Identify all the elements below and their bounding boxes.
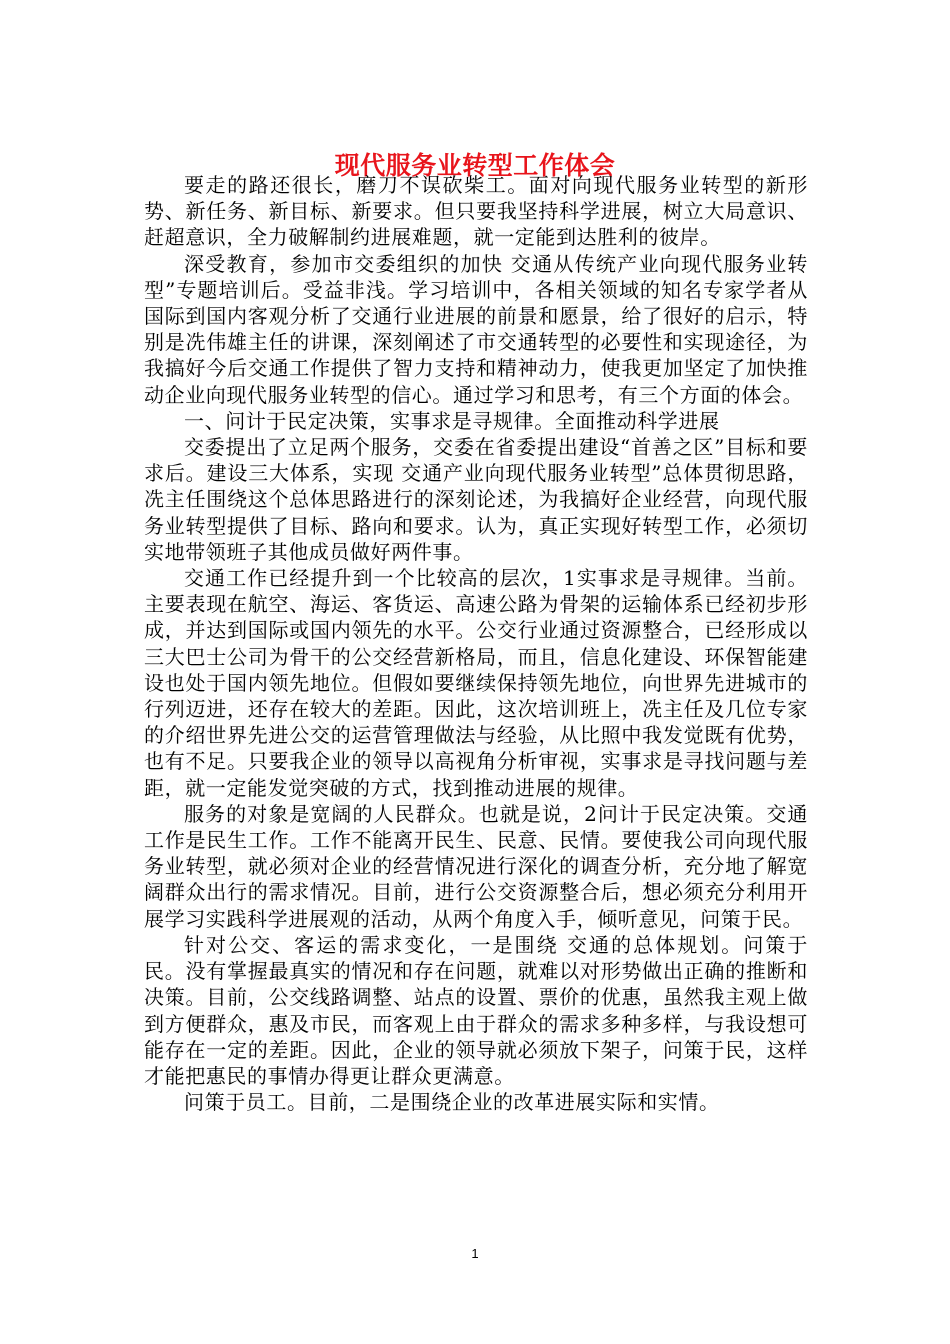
document-body: [144, 172, 808, 1115]
paragraph-2: 深受教育，参加市交委组织的加快 交通从传统产业向现代服务业转型”专题培训后。受益非浅。学习培训中，各相关领域的知名专家学者从国际到国内客观分析了交通行业进展的前景和愿景，给了很好的启示，特别是冼伟雄主任的讲课，深刻阐述了市交通转型的必要性和实现途径，为我搞好今后交通工作提供了智力支持和精神动力，使我更加坚定了加快推动企业向现代服务业转型的信心。通过学习和思考，有三个方面的体会。: [144, 251, 808, 407]
paragraph-4: 交通工作已经提升到一个比较高的层次，1实事求是寻规律。当前。主要表现在航空、海运、客货运、高速公路为骨架的运输体系已经初步形成，并达到国际或国内领先的水平。公交行业通过资源整合，已经形成以三大巴士公司为骨干的公交经营新格局，而且，信息化建设、环保智能建设也处于国内领先地位。但假如要继续保持领先地位，向世界先进城市的行列迈进，还存在较大的差距。因此，这次培训班上，冼主任及几位专家的介绍世界先进公交的运营管理做法与经验，从比照中我发觉既有优势，也有不足。只要我企业的领导以高视角分析审视，实事求是寻找问题与差距，就一定能发觉突破的方式，找到推动进展的规律。: [144, 566, 808, 800]
paragraph-7: 问策于员工。目前，二是围绕企业的改革进展实际和实情。: [184, 1090, 720, 1115]
paragraph-6: 针对公交、客运的需求变化，一是围绕 交通的总体规划。问策于民。没有掌握最真实的情况和存在问题，就难以对形势做出正确的推断和决策。目前，公交线路调整、站点的设置、票价的优惠，虽然我主观上做到方便群众，惠及市民，而客观上由于群众的需求多种多样，与我设想可能存在一定的差距。因此，企业的领导就必须放下架子，问策于民，这样才能把惠民的事情办得更让群众更满意。: [144, 932, 808, 1088]
section-heading-1: 一、问计于民定决策，实事求是寻规律。全面推动科学进展: [184, 408, 720, 433]
paragraph-5: 服务的对象是宽阔的人民群众。也就是说，2问计于民定决策。交通工作是民生工作。工作不能离开民生、民意、民情。要使我公司向现代服务业转型，就必须对企业的经营情况进行深化的调查分析，充分地了解宽阔群众出行的需求情况。目前，进行公交资源整合后，想必须充分利用开展学习实践科学进展观的活动，从两个角度入手，倾听意见，问策于民。: [144, 801, 808, 931]
page-number: 1: [471, 1246, 479, 1261]
paragraph-3: 交委提出了立足两个服务，交委在省委提出建设“首善之区”目标和要求后。建设三大体系，实现 交通产业向现代服务业转型”总体贯彻思路，冼主任围绕这个总体思路进行的深刻论述，为我搞好企业经营，向现代服务业转型提供了目标、路向和要求。认为，真正实现好转型工作，必须切实地带领班子其他成员做好两件事。: [144, 435, 808, 564]
document-title: 现代服务业转型工作体会: [334, 150, 616, 180]
paragraph-1: 要走的路还很长，磨刀不误砍柴工。面对向现代服务业转型的新形势、新任务、新目标、新要求。但只要我坚持科学进展，树立大局意识、赶超意识，全力破解制约进展难题，就一定能到达胜利的彼岸。: [144, 173, 808, 250]
